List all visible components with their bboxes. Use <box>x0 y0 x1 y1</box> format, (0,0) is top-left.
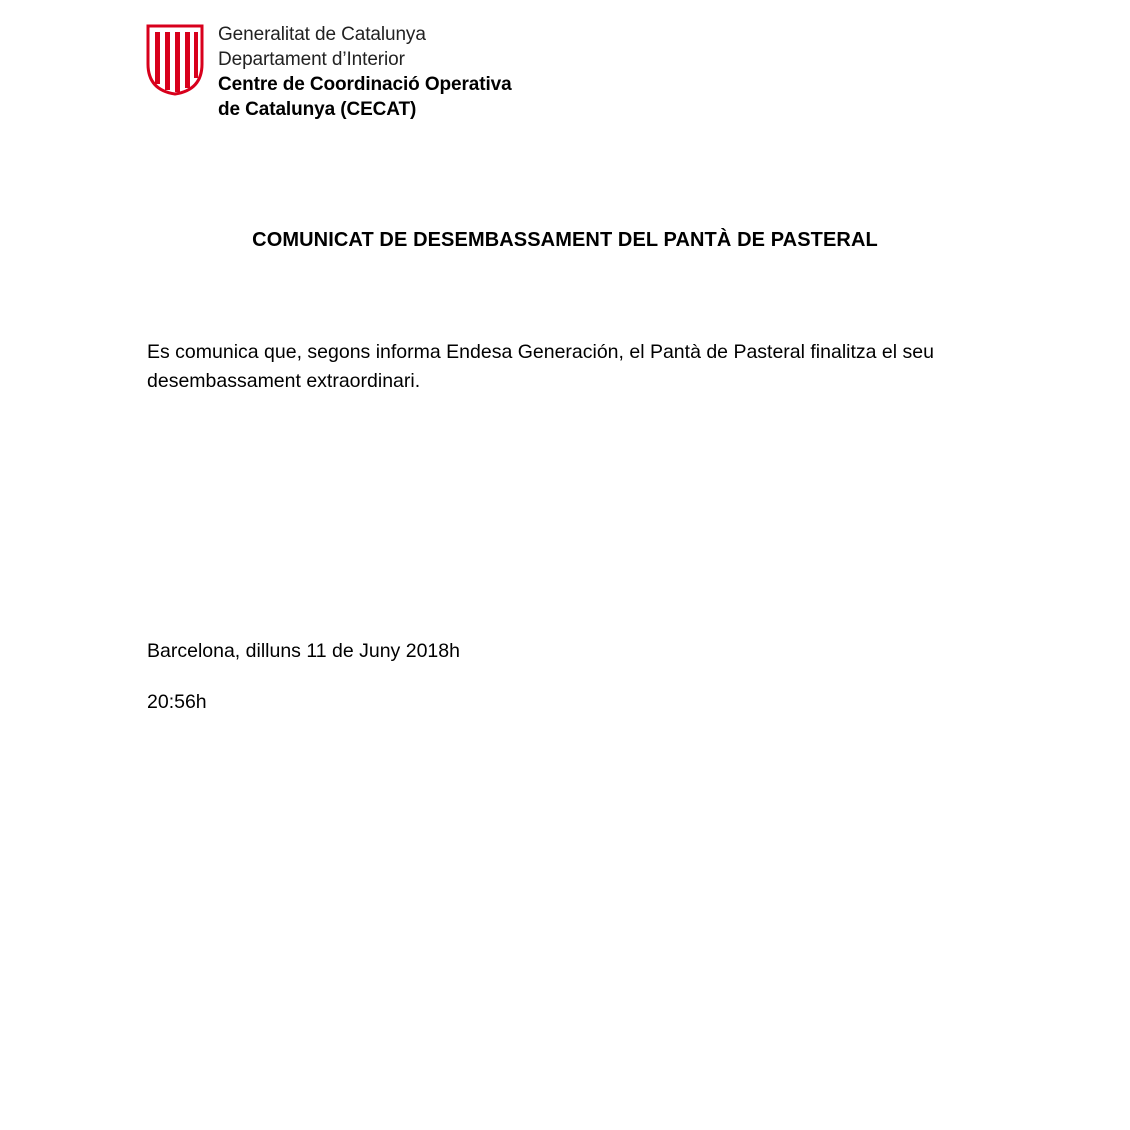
announcement-body: Es comunica que, segons informa Endesa Generación, el Pantà de Pasteral finalitza el seu desembassament extraordinari. <box>147 341 934 392</box>
announcement-time: 20:56h <box>147 691 207 713</box>
org-line-cecat: de Catalunya (CECAT) <box>218 99 417 120</box>
letterhead <box>146 24 606 124</box>
org-line-department: Departament d’Interior <box>218 49 405 70</box>
catalonia-coat-of-arms-icon <box>146 24 204 96</box>
place-and-date: Barcelona, dilluns 11 de Juny 2018h <box>147 640 460 662</box>
org-line-government: Generalitat de Catalunya <box>218 24 426 45</box>
organization-name <box>218 22 512 122</box>
org-line-centre: Centre de Coordinació Operativa <box>218 74 512 95</box>
document-title: COMUNICAT DE DESEMBASSAMENT DEL PANTÀ DE PASTERAL <box>252 229 878 251</box>
